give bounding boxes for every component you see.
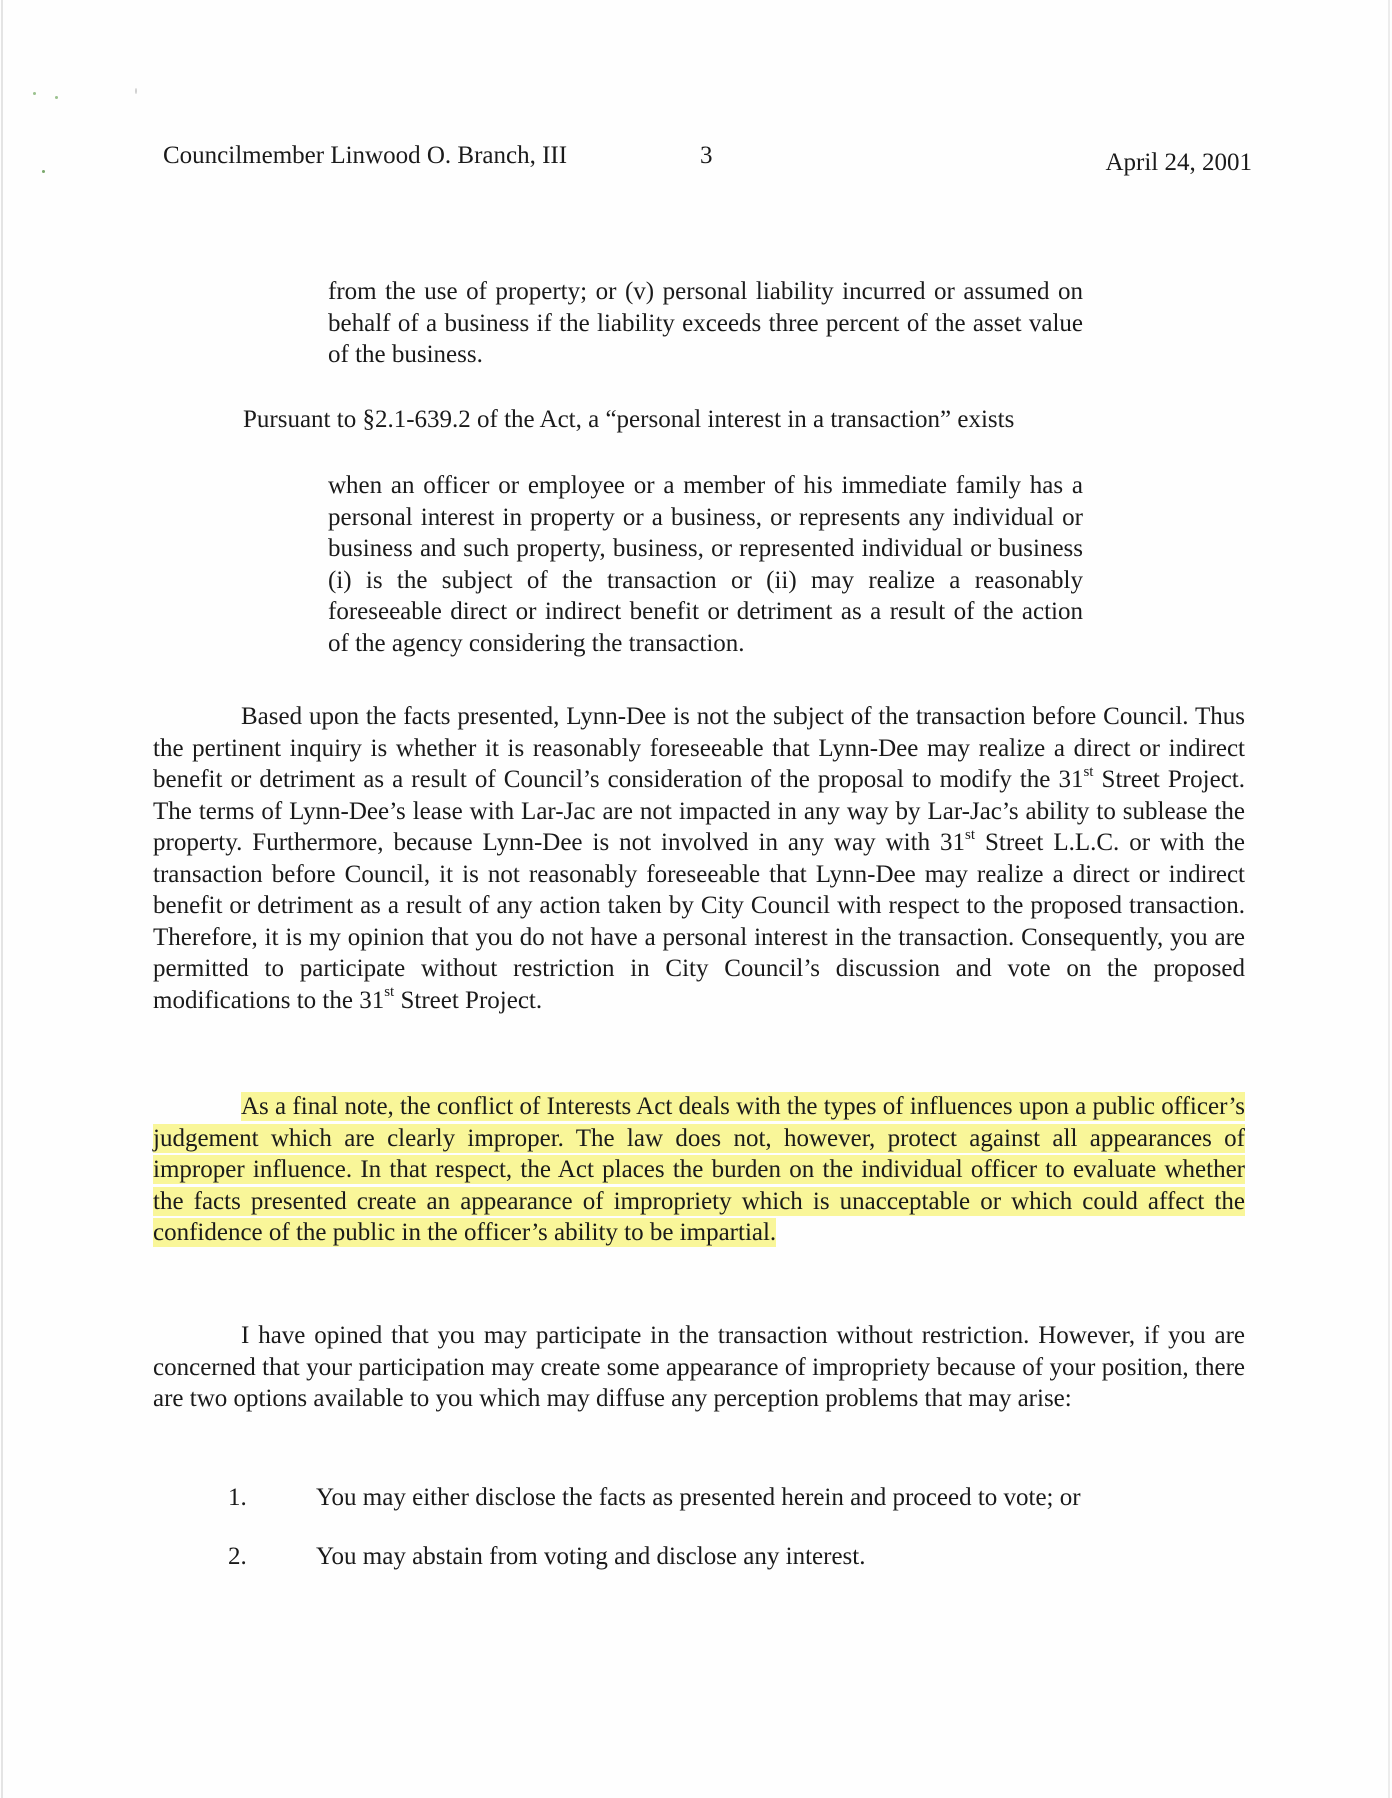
scan-edge-right — [1388, 0, 1390, 1798]
page-header — [163, 142, 1252, 182]
ordinal-suffix: st — [965, 826, 976, 843]
ordinal-suffix: st — [384, 984, 395, 1001]
scan-speck — [42, 170, 45, 173]
option-number: 2. — [228, 1543, 247, 1570]
option-text: You may either disclose the facts as presented herein and proceed to vote; or — [316, 1484, 1081, 1511]
option-number: 1. — [228, 1484, 247, 1511]
analysis-text-3: Street L.L.C. or with the transaction before Council, it is not reasonably foreseeable that Lynn-Dee may realize a direct or indirect benefit or detriment as a result of any action taken by City Council with respect to the proposed transaction. Therefore, it is my opinion that you do not have a personal interest in the transaction. Consequently, you are permitted to participate without restriction in City Council’s discussion and vote on the proposed modifications to the 31 — [153, 829, 1246, 1014]
scan-edge-left — [1, 0, 3, 1798]
analysis-text-4: Street Project. — [394, 986, 543, 1014]
continued-quote: from the use of property; or (v) personal liability incurred or assumed on behalf of a business if the liability exceeds three percent of the asset value of the business. — [328, 278, 1083, 368]
final-note-paragraph — [153, 1091, 1245, 1249]
statute-lead-in: Pursuant to §2.1-639.2 of the Act, a “personal interest in a transaction” exists — [243, 406, 1015, 433]
scan-speck — [135, 88, 137, 94]
option-text: You may abstain from voting and disclose any interest. — [316, 1543, 866, 1570]
analysis-paragraph — [153, 701, 1245, 1016]
page-number: 3 — [700, 142, 713, 169]
highlighted-final-note: As a final note, the conflict of Interests Act deals with the types of influences upon a public officer’s judgement which are clearly improper. The law does not, however, protect against all appearances of improper influence. In that respect, the Act places the burden on the individual officer to evaluate whether the facts presented create an appearance of impropriety which is unacceptable or which could affect the confidence of the public in the officer’s ability to be impartial. — [153, 1093, 1245, 1246]
options-intro-paragraph: I have opined that you may participate in the transaction without restriction. However, if you are concerned that your participation may create some appearance of impropriety because of your position, there are two options available to you which may diffuse any perception problems that may arise: — [153, 1322, 1245, 1412]
option-item-2 — [228, 1541, 1208, 1599]
analysis-text-1: Based upon the facts presented, Lynn-Dee is not the subject of the transaction before Council. Thus the pertinent inquiry is whether it is reasonably foreseeable that Lynn-Dee may realize a direct or indirect benefit or detriment as a result of Council’s consideration of the proposal to modify the 31 — [153, 703, 1245, 793]
option-item-1 — [228, 1482, 1208, 1540]
analysis-text-2: Street Project. The terms of Lynn-Dee’s lease with Lar-Jac are not impacted in any way by Lar-Jac’s ability to sublease the property. Furthermore, because Lynn-Dee is not involved in any way with 31 — [153, 766, 1245, 856]
ordinal-suffix: st — [1083, 763, 1094, 780]
scan-speck — [33, 92, 36, 95]
definition-quote: when an officer or employee or a member of his immediate family has a personal interest in property or a business, or represents any individual or business and such property, business, or represented individual or business (i) is the subject of the transaction or (ii) may realize a reasonably foreseeable direct or indirect benefit or detriment as a result of the action of the agency considering the transaction. — [328, 472, 1083, 657]
header-recipient: Councilmember Linwood O. Branch, III — [163, 142, 568, 169]
scan-speck — [55, 96, 58, 99]
header-date: April 24, 2001 — [1105, 149, 1252, 176]
